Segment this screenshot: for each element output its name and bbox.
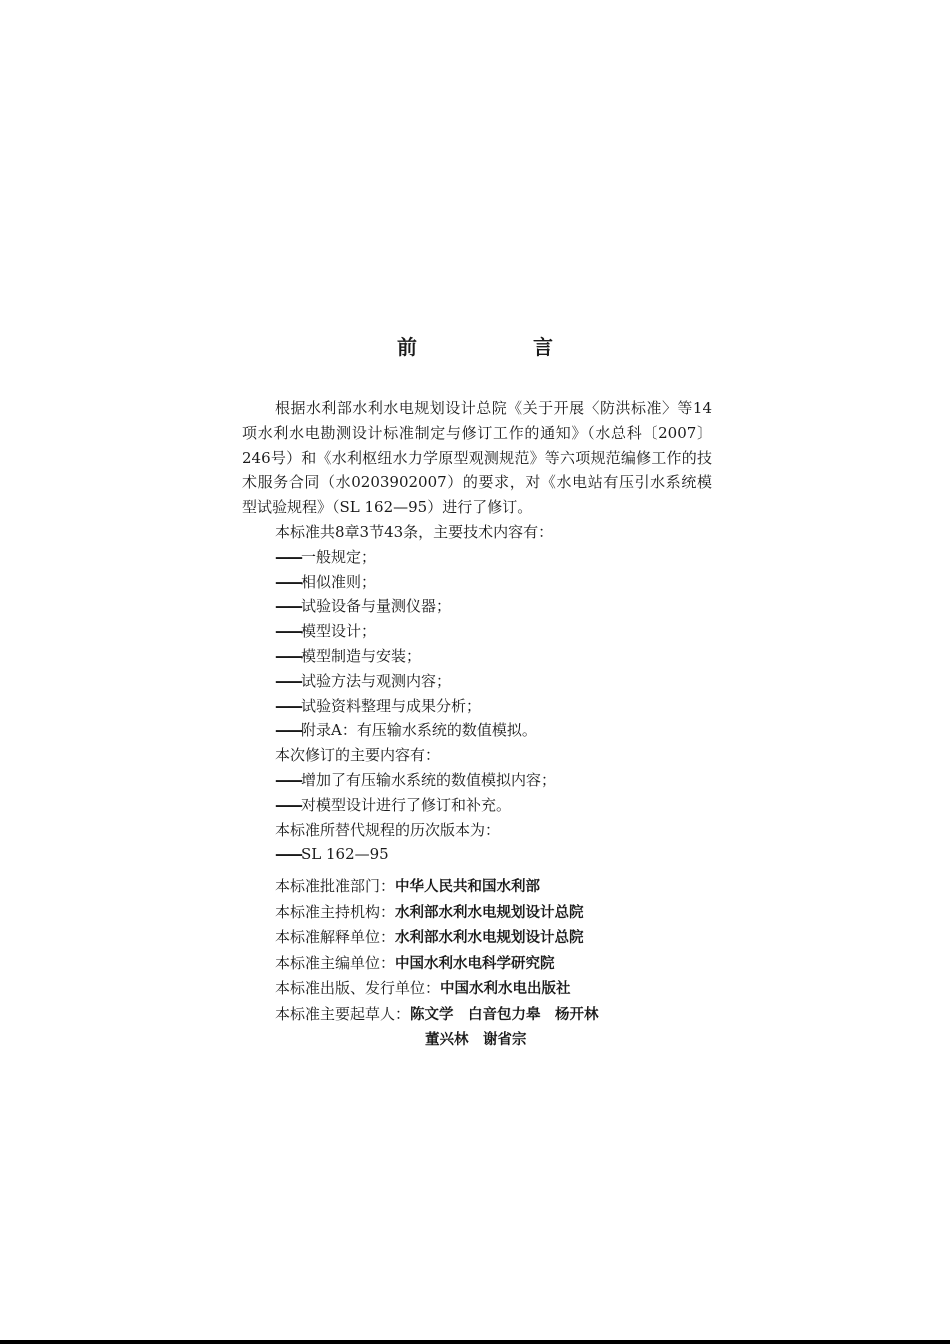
info-value: 董兴林 谢省宗 xyxy=(425,1032,527,1048)
list-item-text: 对模型设计进行了修订和补充。 xyxy=(301,795,512,814)
list-item xyxy=(242,694,712,719)
info-value: 水利部水利水电规划设计总院 xyxy=(395,930,584,946)
list-item xyxy=(242,793,712,818)
revision-intro: 本次修订的主要内容有： xyxy=(275,746,441,765)
list-item xyxy=(242,545,712,570)
list-item-text: 增加了有压输水系统的数值模拟内容； xyxy=(301,770,557,789)
info-value: 陈文学 白音包力皋 杨开林 xyxy=(410,1006,599,1023)
list-item-text: 模型设计； xyxy=(301,622,377,641)
page-bottom-rule xyxy=(0,1340,950,1344)
info-row-interpretation xyxy=(275,925,735,951)
info-value: 中国水利水电科学研究院 xyxy=(395,955,555,972)
info-row-chief-editor xyxy=(275,951,735,977)
info-label: 本标准主编单位： xyxy=(275,953,396,972)
info-label: 本标准出版、发行单位： xyxy=(275,979,441,997)
info-label: 本标准批准部门： xyxy=(275,877,396,895)
info-row-drafters-continued xyxy=(275,1027,735,1053)
info-value: 中华人民共和国水利部 xyxy=(395,879,541,895)
info-label: 本标准主持机构： xyxy=(275,902,396,921)
list-item-text: 附录A：有压输水系统的数值模拟。 xyxy=(301,721,537,740)
dash-mark: —— xyxy=(275,770,301,789)
dash-mark: —— xyxy=(275,646,301,665)
dash-mark: —— xyxy=(275,547,301,566)
info-label: 本标准主要起草人： xyxy=(275,1004,411,1023)
info-row-approval xyxy=(275,874,735,900)
list-item xyxy=(242,842,712,867)
list-item-text: 试验设备与量测仪器； xyxy=(301,597,452,616)
list-item-text: 相似准则； xyxy=(301,572,377,591)
dash-mark: —— xyxy=(275,671,301,690)
publication-info xyxy=(275,874,735,1053)
list-item xyxy=(242,669,712,694)
list-item xyxy=(242,718,712,743)
page-title: 前 言 xyxy=(397,335,601,359)
content-intro: 本标准共8章3节43条，主要技术内容有： xyxy=(275,522,554,541)
dash-mark: —— xyxy=(275,696,301,715)
list-item-text: 试验资料整理与成果分析； xyxy=(301,696,482,715)
list-item-text: 试验方法与观测内容； xyxy=(301,671,452,690)
dash-mark: —— xyxy=(275,721,301,740)
document-body xyxy=(242,396,712,867)
info-value: 水利部水利水电规划设计总院 xyxy=(395,904,584,921)
info-row-publisher xyxy=(275,976,735,1002)
dash-mark: —— xyxy=(275,795,301,814)
list-item-text: SL 162—95 xyxy=(301,845,389,864)
intro-paragraph: 根据水利部水利水电规划设计总院《关于开展〈防洪标准〉等14项水利水电勘测设计标准制定与修订工作的通知》（水总科〔2007〕246号）和《水利枢纽水力学原型观测规范》等六项规范编修工作的技术服务合同（水0203902007）的要求，对《水电站有压引水系统模型试验规程》（SL 162—95）进行了修订。 xyxy=(242,399,712,517)
info-label: 本标准解释单位： xyxy=(275,928,396,946)
list-item xyxy=(242,768,712,793)
info-row-drafters xyxy=(275,1002,735,1028)
list-item-text: 模型制造与安装； xyxy=(301,646,422,665)
list-item-text: 一般规定； xyxy=(301,547,377,566)
list-item xyxy=(242,594,712,619)
dash-mark: —— xyxy=(275,622,301,641)
list-item xyxy=(242,570,712,595)
info-value: 中国水利水电出版社 xyxy=(440,981,571,997)
history-intro: 本标准所替代规程的历次版本为： xyxy=(275,820,501,839)
info-row-host xyxy=(275,900,735,926)
dash-mark: —— xyxy=(275,845,301,864)
list-item xyxy=(242,644,712,669)
dash-mark: —— xyxy=(275,572,301,591)
list-item xyxy=(242,619,712,644)
dash-mark: —— xyxy=(275,597,301,616)
